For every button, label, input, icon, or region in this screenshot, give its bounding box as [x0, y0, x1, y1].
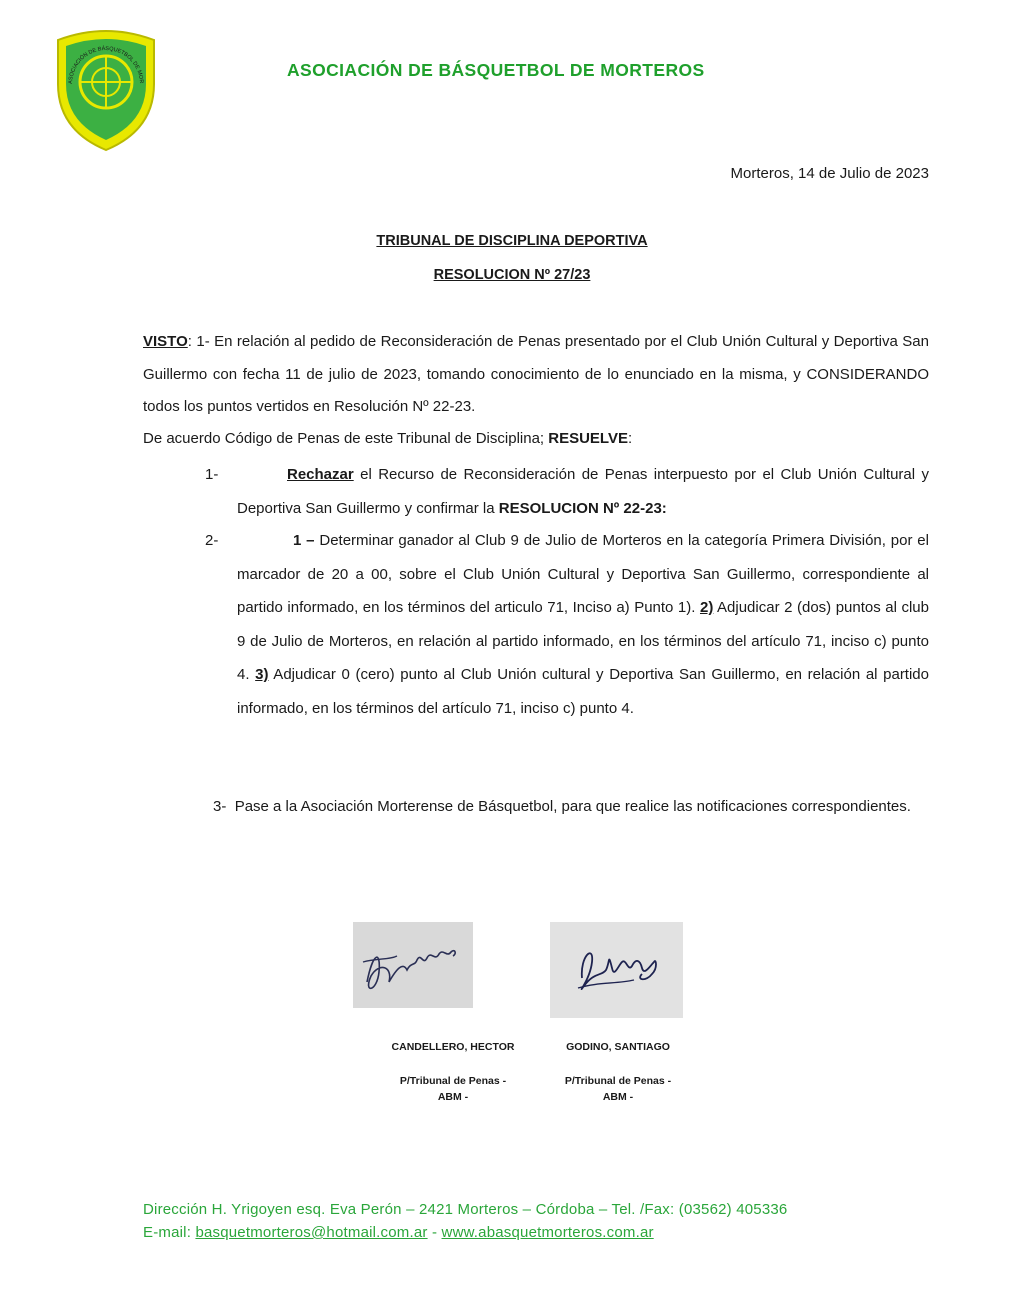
- signatory-role-2-line1: P/Tribunal de Penas -: [564, 1075, 672, 1087]
- item-2-text-c: Adjudicar 0 (cero) punto al Club Unión cultural y Deportiva San Guillermo, en relación al partido informado, en los términos del artículo 71, inciso c) punto 4.: [237, 666, 929, 717]
- visto-text: : 1- En relación al pedido de Reconsideración de Penas presentado por el Club Unión Cultural y Deportiva San Guillermo con fecha 11 de julio de 2023, tomando conocimiento de lo enunciado en la misma, y CONSIDERANDO todos los puntos vertidos en Resolución Nº 22-23.: [143, 333, 929, 415]
- footer-contact: [143, 1224, 654, 1241]
- handwritten-signature-icon: [550, 922, 683, 1018]
- signatory-name-1: CANDELLERO, HECTOR: [391, 1041, 515, 1053]
- visto-label: VISTO: [143, 333, 188, 350]
- footer-website-link[interactable]: www.abasquetmorteros.com.ar: [441, 1224, 654, 1241]
- resuelve-label: RESUELVE: [548, 430, 628, 447]
- association-logo: [50, 22, 162, 152]
- signatory-role-1: [383, 1073, 523, 1105]
- acuerdo-line: [143, 430, 632, 447]
- item-2-lead: 1 –: [293, 532, 315, 549]
- item-number-1: 1-: [205, 466, 219, 483]
- item-1-lead: Rechazar: [287, 466, 354, 483]
- footer-email-label: E-mail:: [143, 1224, 196, 1241]
- item-number-2: 2-: [205, 532, 219, 549]
- footer-address: Dirección H. Yrigoyen esq. Eva Perón – 2421 Morteros – Córdoba – Tel. /Fax: (03562) 405336: [143, 1201, 788, 1218]
- resolution-heading: RESOLUCION Nº 27/23: [433, 267, 591, 283]
- logo-text: ASOCIACIÓN DE BÁSQUETBOL DE MOR: [67, 45, 145, 85]
- item-2-text-a: Determinar ganador al Club 9 de Julio de Morteros en la categoría Primera División, por el marcador de 20 a 00, sobre el Club Unión Cultural y Deportiva San Guillermo, correspondiente al partido informado, en los términos del articulo 71, Inciso a) Punto 1).: [237, 532, 929, 616]
- signatory-role-1-line1: P/Tribunal de Penas -: [399, 1075, 507, 1087]
- item-number-3: 3-: [213, 798, 227, 815]
- footer-email-link[interactable]: basquetmorteros@hotmail.com.ar: [195, 1224, 428, 1241]
- signatory-name-2: GODINO, SANTIAGO: [566, 1041, 670, 1053]
- organization-title: ASOCIACIÓN DE BÁSQUETBOL DE MORTEROS: [287, 60, 705, 80]
- item-3-text: Pase a la Asociación Morterense de Básquetbol, para que realice las notificaciones correspondientes.: [234, 798, 911, 815]
- item-1-text: el Recurso de Reconsideración de Penas interpuesto por el Club Unión Cultural y Deportiva San Guillermo y confirmar la: [237, 466, 929, 517]
- document-date: Morteros, 14 de Julio de 2023: [730, 165, 929, 182]
- signatory-role-2: [548, 1073, 688, 1105]
- signature-image-godino: [550, 922, 683, 1018]
- item-2-text-b: Adjudicar 2 (dos) puntos al club 9 de Julio de Morteros, en relación al partido informado, en los términos del artículo 71, inciso c) punto 4.: [237, 599, 929, 683]
- acuerdo-text: De acuerdo Código de Penas de este Tribunal de Disciplina;: [143, 430, 549, 447]
- signature-image-candellero: [353, 922, 473, 1008]
- resolution-item-1: [237, 458, 929, 525]
- resolution-item-3: [143, 790, 929, 823]
- signatory-role-2-line2: ABM -: [602, 1091, 634, 1103]
- signatory-role-1-line2: ABM -: [437, 1091, 469, 1103]
- handwritten-signature-icon: [353, 922, 473, 1008]
- item-1-reference: RESOLUCION Nº 22-23:: [498, 499, 667, 517]
- visto-paragraph: [143, 326, 929, 424]
- resolution-item-2: [237, 524, 929, 725]
- item-2-sub-2: 2): [699, 599, 714, 616]
- item-2-sub-3: 3): [255, 666, 269, 683]
- footer-separator: -: [427, 1224, 442, 1241]
- tribunal-heading: TRIBUNAL DE DISCIPLINA DEPORTIVA: [376, 233, 648, 249]
- shield-logo-icon: [50, 22, 162, 152]
- acuerdo-colon: :: [628, 430, 633, 447]
